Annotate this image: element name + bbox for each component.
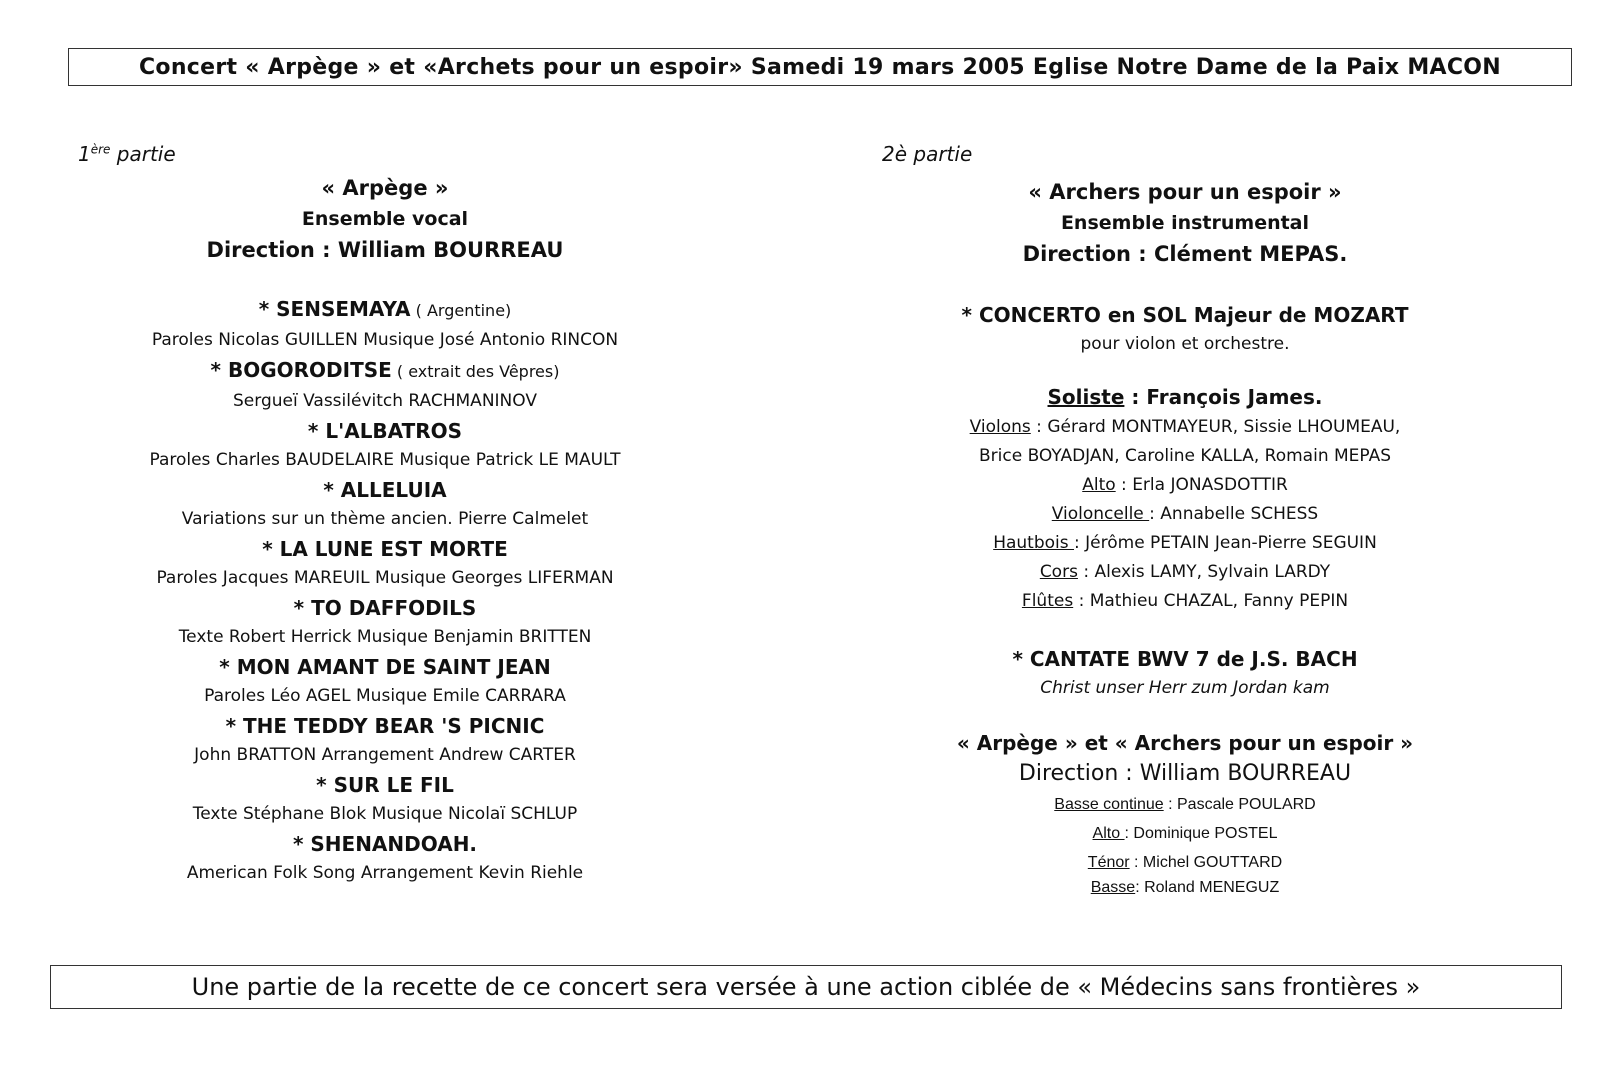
cantate-subtitle: Christ unser Herr zum Jordan kam — [1040, 678, 1330, 698]
concert-title: Concert « Arpège » et «Archets pour un espoir» Samedi 19 mars 2005 Eglise Notre Dame de la Paix MACON — [138, 54, 1502, 80]
part2-direction: Direction : Clément MEPAS. — [1022, 242, 1348, 266]
piece-credits: American Folk Song Arrangement Kevin Riehle — [186, 863, 584, 883]
piece-credits: Variations sur un thème ancien. Pierre Calmelet — [181, 509, 589, 529]
part1-program — [95, 172, 675, 888]
soloist-role-line: Alto : Dominique POSTEL — [1092, 825, 1278, 842]
piece-title: * L'ALBATROS — [307, 419, 463, 443]
soloist-role-line: Ténor : Michel GOUTTARD — [1087, 854, 1283, 871]
piece-credits: Paroles Jacques MAREUIL Musique Georges LIFERMAN — [156, 568, 614, 588]
soloist-label: Soliste — [1047, 385, 1125, 409]
concert-header — [68, 48, 1572, 86]
piece-credits: Paroles Nicolas GUILLEN Musique José Antonio RINCON — [151, 330, 619, 350]
piece-credits: Paroles Charles BAUDELAIRE Musique Patrick LE MAULT — [149, 450, 621, 470]
part1-direction: Direction : William BOURREAU — [206, 238, 564, 262]
soloist-role-line: Basse continue : Pascale POULARD — [1054, 796, 1316, 813]
musician-line: Hautbois : Jérôme PETAIN Jean-Pierre SEGUIN — [993, 533, 1377, 553]
part2-ensemble-type: Ensemble instrumental — [1060, 212, 1310, 234]
piece-title: * ALLELUIA — [323, 478, 447, 502]
footer-note — [50, 965, 1562, 1009]
part2-program — [900, 172, 1470, 899]
part1-ensemble-name: « Arpège » — [321, 176, 449, 200]
musician-line: Cors : Alexis LAMY, Sylvain LARDY — [1039, 562, 1331, 582]
part1-label: 1ère partie — [78, 142, 176, 166]
musician-line: Alto : Erla JONASDOTTIR — [1082, 475, 1288, 495]
piece-credits: Texte Stéphane Blok Musique Nicolaï SCHLUP — [192, 804, 578, 824]
joint-direction: Direction : William BOURREAU — [1018, 761, 1352, 786]
piece-title: * BOGORODITSE ( extrait des Vêpres) — [210, 358, 560, 382]
piece-credits: John BRATTON Arrangement Andrew CARTER — [194, 745, 576, 765]
piece-title: * TO DAFFODILS — [293, 596, 477, 620]
joint-title: « Arpège » et « Archers pour un espoir » — [956, 731, 1414, 755]
footer-text: Une partie de la recette de ce concert sera versée à une action ciblée de « Médecins sans frontières » — [191, 973, 1421, 1001]
part1-ensemble-type: Ensemble vocal — [301, 208, 469, 230]
piece-title: * SUR LE FIL — [316, 773, 454, 797]
musician-line: Flûtes : Mathieu CHAZAL, Fanny PEPIN — [1021, 591, 1349, 611]
piece-title: * SHENANDOAH. — [292, 832, 478, 856]
cantate-title: * CANTATE BWV 7 de J.S. BACH — [1012, 647, 1358, 671]
part2-ensemble-name: « Archers pour un espoir » — [1028, 180, 1342, 204]
piece-title: * LA LUNE EST MORTE — [262, 537, 508, 561]
piece-title: * MON AMANT DE SAINT JEAN — [219, 655, 551, 679]
concerto-title: * CONCERTO en SOL Majeur de MOZART — [961, 303, 1409, 327]
musician-line: Violoncelle : Annabelle SCHESS — [1051, 504, 1319, 524]
soloist-role-line: Basse: Roland MENEGUZ — [1090, 879, 1280, 896]
piece-credits: Sergueï Vassilévitch RACHMANINOV — [233, 391, 537, 411]
piece-credits: Texte Robert Herrick Musique Benjamin BRITTEN — [178, 627, 592, 647]
musician-line: Brice BOYADJAN, Caroline KALLA, Romain MEPAS — [978, 446, 1391, 466]
piece-credits: Paroles Léo AGEL Musique Emile CARRARA — [204, 686, 566, 706]
part2-label: 2è partie — [882, 142, 973, 166]
piece-title: * SENSEMAYA ( Argentine) — [258, 297, 512, 321]
musician-line: Violons : Gérard MONTMAYEUR, Sissie LHOUMEAU, — [969, 417, 1401, 437]
soloist-line: Soliste : François James. — [1047, 385, 1323, 409]
concerto-subtitle: pour violon et orchestre. — [1080, 334, 1290, 354]
piece-title: * THE TEDDY BEAR 'S PICNIC — [225, 714, 545, 738]
